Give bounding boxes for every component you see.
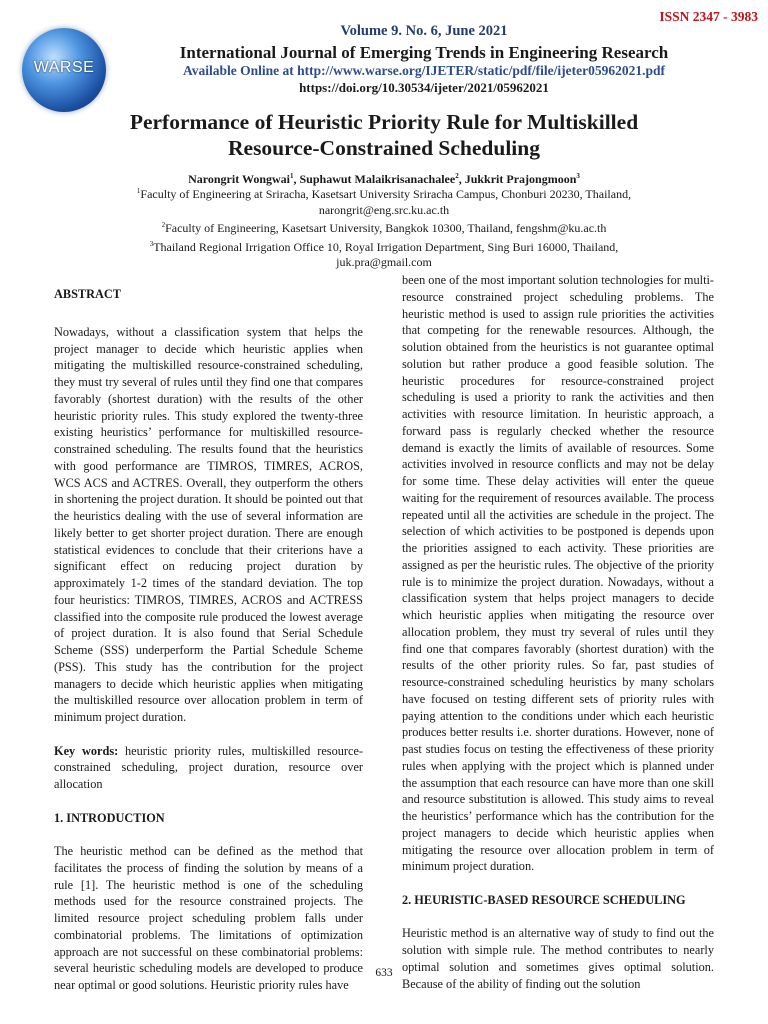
aff-email: narongrit@eng.src.ku.ac.th <box>318 202 450 217</box>
keywords-label: Key words: <box>54 743 119 758</box>
right-column <box>402 272 714 992</box>
keywords <box>54 743 363 793</box>
intro-heading: 1. INTRODUCTION <box>54 810 165 825</box>
intro-paragraph-continued: been one of the most important solution technologies for multi-resource constrained project scheduling problems. The heuristic method is used to assign rule priorities the activities that competing for the renewable resources. Although, the solution obtained from the heuristics is not guarantee optimal solution but rather produce a good feasible solution. The heuristic procedures for resource-constrained project scheduling is used a priority to rank the activities and then activities with resource limitation. In heuristic approach, a forward pass is regularly checked whether the resource demand is exactly the limits of available of resources. Some activities involved in resource conflicts and may not be delay for some time. These delay activities will enter the queue waiting for the requirement of resources available. The process repeated until all the activities are schedule in the project. The selection of which activities to be postponed is depends upon the priorities assigned to each activity. These priorities are assigned as per the heuristic rules. The objective of the priority rule is to minimize the project duration. Nowadays, without a classification system that helps project managers to decide which heuristic applies when mitigating the resource over allocation problem, they must try several of rules until they find one that compares favorably (shortest duration) with the results of the other priority rules. So far, past studies of resource-constrained scheduling heuristics by many scholars have focused on testing different sets of priority rules with paying attention to the conditions under which each heuristic produces better results i.e. shorter durations. However, none of past studies focus on testing the effectiveness of these priority rules when applying with the project which is planned under the assumption that each resource can have more than one skill and resource substitution is allowed. This study aims to reveal the heuristics’ performance which has the contribution for the project managers to decide which heuristic applies when mitigating the resource over allocation problem in term of minimum project duration. <box>402 273 714 874</box>
left-column <box>54 286 363 994</box>
aff-text: Thailand Regional Irrigation Office 10, Royal Irrigation Department, Sing Buri 16000, Thailand, <box>153 239 619 254</box>
aff-email: juk.pra@gmail.com <box>336 255 432 269</box>
abstract-heading: ABSTRACT <box>54 287 121 301</box>
author-sup: 2 <box>455 172 459 180</box>
author-name: Suphawut Malaikrisanachalee <box>299 172 456 186</box>
aff-text: Faculty of Engineering at Sriracha, Kasetsart University Sriracha Campus, Chonburi 20230, Thailand, <box>140 187 632 201</box>
affiliations <box>0 184 768 271</box>
affiliation <box>0 218 768 237</box>
issn: ISSN 2347 - 3983 <box>659 9 758 24</box>
aff-sup: 3 <box>149 239 154 248</box>
authors: Narongrit Wongwai$^1$, Suphawut Malaikrisanachalee$^2$, Jukkrit Prajongmoon$^3$ <box>188 172 580 186</box>
aff-sup: 1 <box>136 187 141 195</box>
available-online-link[interactable]: Available Online at http://www.warse.org/IJETER/static/pdf/file/ijeter05962021.pdf <box>183 63 665 78</box>
volume-info: Volume 9. No. 6, June 2021 <box>340 23 508 39</box>
paper-title <box>0 109 768 161</box>
section2-heading: 2. HEURISTIC-BASED RESOURCE SCHEDULING <box>402 892 686 907</box>
page-number: 633 <box>375 967 393 979</box>
aff-text: Faculty of Engineering, Kasetsart University, Bangkok 10300, Thailand, fengshm@ku.ac.th <box>165 221 607 235</box>
aff-sup: 2 <box>161 221 166 229</box>
affiliation <box>0 184 768 203</box>
author-sup: 1 <box>290 172 294 180</box>
abstract-text: Nowadays, without a classification system that helps the project manager to decide which heuristic applies when mitigating the multiskilled resource-constrained scheduling, they must try several of rules until they find one that compares favorably (shortest duration) with the results of the other heuristic priority rules. This study explored the twenty-three existing heuristics’ performance for multiskilled resource-constrained scheduling. The results found that the heuristics with good performance are TIMROS, TIMRES, ACROS, WCS ACS and ACTRES. Overall, they outperform the others in shortening the project duration. It should be pointed out that the heuristics dealing with the use of several information are likely better to get shorter project duration. There are enough statistical evidences to conclude that their criterions have a significant effect on reducing project duration by approximately 1-2 times of the standard deviation. The top four heuristics: TIMROS, TIMRES, ACROS and ACTRESS classified into the composite rule produced the lowest average of project duration. It is also found that Serial Schedule Scheme (SSS) underperform the Partial Schedule Scheme (PSS). This study has the contribution for the project managers to decide which heuristic applies when mitigating the multiskilled resource over allocation problem in term of minimum project duration. <box>54 324 363 724</box>
title-line: Performance of Heuristic Priority Rule for Multiskilled <box>129 110 639 134</box>
author-name: Jukkrit Prajongmoon <box>464 172 577 186</box>
title-line: Resource-Constrained Scheduling <box>228 136 540 160</box>
doi-link[interactable]: https://doi.org/10.30534/ijeter/2021/05962021 <box>299 80 549 95</box>
journal-name: International Journal of Emerging Trends in Engineering Research <box>179 43 669 62</box>
intro-paragraph: The heuristic method can be defined as the method that facilitates the process of finding the solution by means of a rule [1]. The heuristic method is one of the scheduling methods used for the resource constrained projects. The limited resource project scheduling problem falls under combinatorial problems. The limitations of optimization approach are not successful on these combinatorial problems: several heuristic scheduling models are developed to produce near optimal or good solutions. Heuristic priority rules have <box>54 844 363 992</box>
author-name: Narongrit Wongwai <box>188 172 290 186</box>
section2-paragraph: Heuristic method is an alternative way of study to find out the solution with simple rule. The method contributes to nearly optimal solution and sometimes gives optimal solution. Because of the ability of finding out the solution <box>402 926 714 991</box>
keywords-text: heuristic priority rules, multiskilled resource-constrained scheduling, project duration, resource over allocation <box>54 743 363 791</box>
logo-text: WARSE <box>33 59 95 76</box>
author-sup: 3 <box>576 172 580 180</box>
affiliation <box>0 237 768 256</box>
